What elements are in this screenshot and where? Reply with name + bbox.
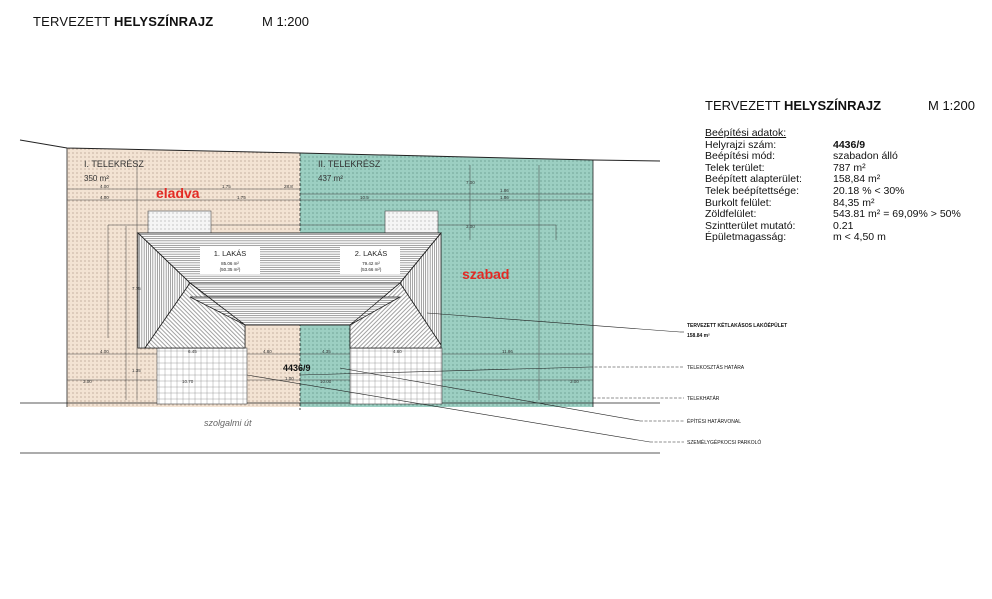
unit2-area: 79.42 m²: [362, 261, 380, 266]
legend-lot-boundary: TELEKHATÁR: [687, 396, 720, 402]
dim-text: 10.70: [182, 379, 194, 384]
terrace-right: [385, 211, 438, 235]
road-label: szolgalmi út: [204, 418, 252, 428]
side-scale: M 1:200: [928, 98, 975, 113]
parking-right: [350, 348, 442, 404]
legend-building-line: ÉPÍTÉSI HATÁRVONAL: [687, 419, 741, 425]
lot2-area: 437 m²: [318, 174, 343, 183]
dim-text: 1.35: [132, 368, 141, 373]
unit1-area-net: (50.35 m²): [219, 267, 241, 272]
dim-text: 4.60: [393, 349, 402, 354]
dim-text: 3.00: [570, 379, 579, 384]
legend-building-title: TERVEZETT KÉTLAKÁSOS LAKÓÉPÜLET: [687, 323, 788, 329]
dim-text: 6.45: [188, 349, 197, 354]
data-row: Helyrajzi szám: 4436/9: [705, 138, 866, 151]
lot1-area: 350 m²: [84, 174, 109, 183]
dim-text: 7.75: [132, 286, 141, 291]
data-row: Épületmagasság: m < 4,50 m: [705, 231, 886, 244]
dim-text: 4.80: [263, 349, 272, 354]
dim-text: 7.00: [466, 180, 475, 185]
parking-left: [157, 348, 247, 404]
legend-building-area: 158.84 m²: [687, 333, 710, 339]
dim-text: 4.00: [100, 184, 109, 189]
dim-text: 4.00: [100, 349, 109, 354]
parcel-number: 4436/9: [283, 363, 311, 373]
dim-text: 1.75: [237, 195, 246, 200]
data-row: Beépítési mód: szabadon álló: [705, 150, 898, 163]
dim-text: 4.35: [322, 349, 331, 354]
dim-text: 10.5: [360, 195, 369, 200]
dim-text: 1.86: [500, 195, 509, 200]
dim-text: 11.86: [502, 349, 513, 354]
free-label: szabad: [462, 266, 510, 282]
data-row: Burkolt felület: 84,35 m²: [705, 196, 875, 209]
dim-text: 1.00: [285, 376, 294, 381]
dim-text: 3.00: [466, 224, 475, 229]
unit2-area-net: (53.66 m²): [360, 267, 382, 272]
legend-parking: SZEMÉLYGÉPKOCSI PARKOLÓ: [687, 440, 762, 446]
sold-label: eladva: [156, 185, 200, 201]
data-row: Telek beépítettsége: 20.18 % < 30%: [705, 184, 905, 197]
terrace-left: [148, 211, 211, 235]
page-scale: M 1:200: [262, 14, 309, 29]
dim-text: 3.00: [83, 379, 92, 384]
data-row: Telek terület: 787 m²: [705, 161, 866, 174]
dim-text: 1.86: [500, 188, 509, 193]
unit2-title: 2. LAKÁS: [354, 249, 388, 258]
lot1-title: I. TELEKRÉSZ: [84, 159, 144, 169]
dim-text: 28.8: [284, 184, 293, 189]
data-row: Szintterület mutató: 0.21: [705, 219, 854, 232]
lot2-title: II. TELEKRÉSZ: [318, 159, 381, 169]
page-title: TERVEZETT HELYSZÍNRAJZ: [33, 14, 214, 29]
unit1-area: 85.06 m²: [221, 261, 239, 266]
build-data-heading: Beépítési adatok:: [705, 127, 787, 139]
data-row: Beépített alapterület: 158,84 m²: [705, 173, 881, 186]
unit1-title: 1. LAKÁS: [213, 249, 247, 258]
dim-text: 4.00: [100, 195, 109, 200]
dim-text: 1.75: [222, 184, 231, 189]
side-title: TERVEZETT HELYSZÍNRAJZ: [705, 98, 882, 113]
data-row: Zöldfelület: 543.81 m² = 69,09% > 50%: [705, 208, 961, 221]
dim-text: 10.00: [320, 379, 332, 384]
legend-division: TELEKOSZTÁS HATÁRA: [687, 365, 745, 371]
